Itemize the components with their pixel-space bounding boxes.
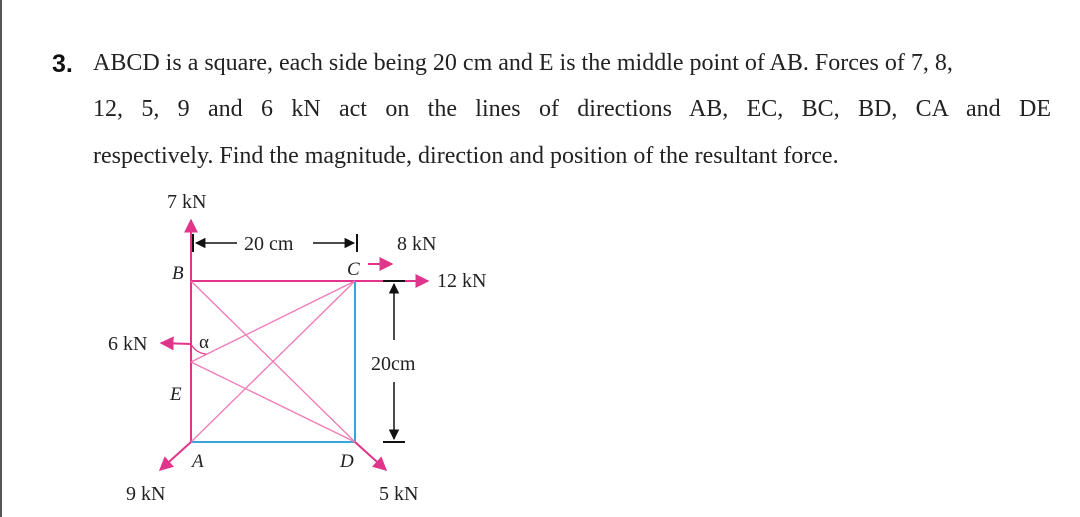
angle-label-alpha: α xyxy=(199,332,209,353)
force-arrow-ca xyxy=(160,442,191,470)
force-label-ab: 7 kN xyxy=(167,191,207,213)
point-label-c: C xyxy=(347,259,360,280)
force-label-bd: 5 kN xyxy=(379,483,419,505)
point-label-b: B xyxy=(172,263,184,284)
problem-text-line-3: respectively. Find the magnitude, direction and position of the resultant force. xyxy=(93,143,839,169)
force-arrow-de xyxy=(161,343,191,344)
line-ed xyxy=(191,362,355,442)
force-label-de: 6 kN xyxy=(108,333,148,355)
problem-number: 3. xyxy=(52,50,73,78)
line-ec xyxy=(191,281,355,362)
point-label-d: D xyxy=(340,451,354,472)
dimension-label-side: 20 cm xyxy=(244,233,294,255)
point-label-e: E xyxy=(170,384,182,405)
force-label-ca: 9 kN xyxy=(126,483,166,505)
dimension-label-height: 20cm xyxy=(371,353,416,375)
force-arrow-bd xyxy=(355,442,386,470)
problem-text-line-1: ABCD is a square, each side being 20 cm and E is the middle point of AB. Forces of 7, 8, xyxy=(93,50,953,76)
problem-text-line-2: 12, 5, 9 and 6 kN act on the lines of directions AB, EC, BC, BD, CA and DE xyxy=(93,96,1051,122)
force-label-ec: 8 kN xyxy=(397,233,437,255)
point-label-a: A xyxy=(192,451,204,472)
force-label-bc: 12 kN xyxy=(437,270,487,292)
